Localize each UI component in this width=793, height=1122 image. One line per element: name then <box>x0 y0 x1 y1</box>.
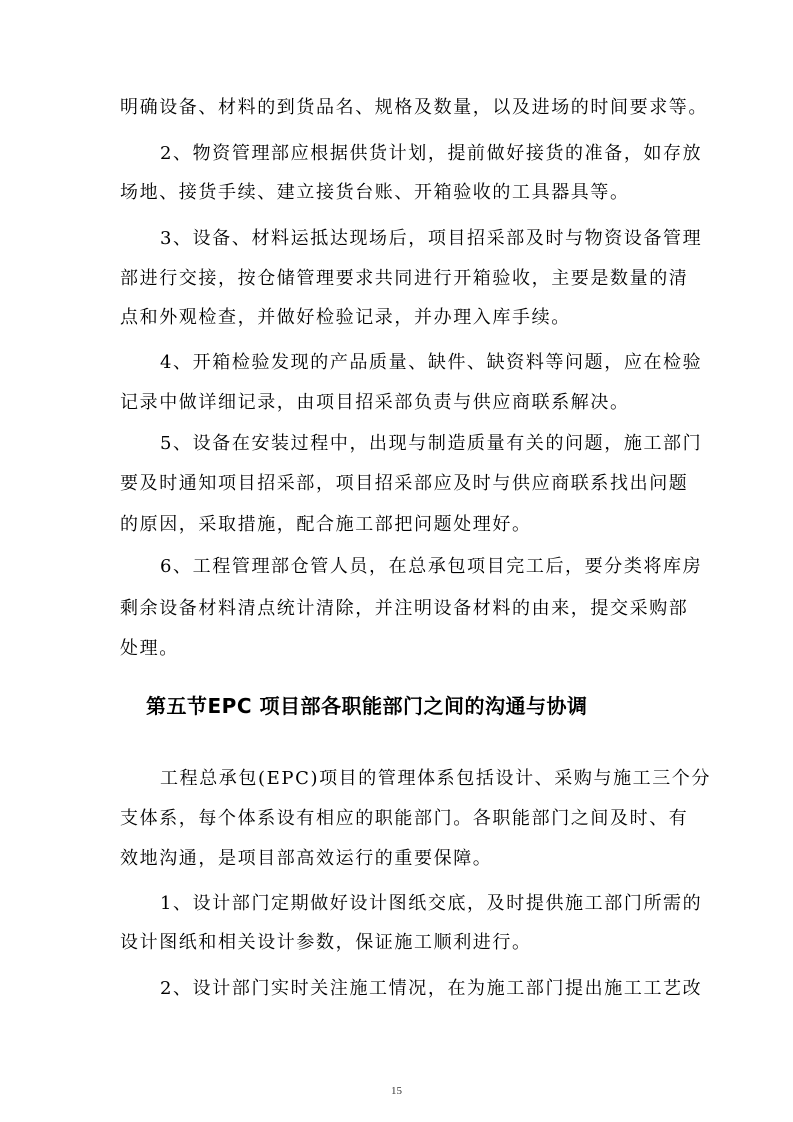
text-line-6: 点和外观检查，并做好检验记录，并办理入库手续。 <box>120 307 571 328</box>
text-line-14: 处理。 <box>120 638 179 659</box>
text-line-11: 的原因，采取措施，配合施工部把问题处理好。 <box>120 514 532 535</box>
text-line-9: 5、设备在安装过程中，出现与制造质量有关的问题，施工部门 <box>160 433 703 454</box>
text-line-4: 3、设备、材料运抵达现场后，项目招采部及时与物资设备管理 <box>160 228 703 249</box>
section-line-5: 设计图纸和相关设计参数，保证施工顺利进行。 <box>120 932 532 953</box>
text-line-1: 明确设备、材料的到货品名、规格及数量，以及进场的时间要求等。 <box>120 97 708 118</box>
page-number: 15 <box>391 1085 402 1097</box>
text-line-10: 要及时通知项目招采部，项目招采部应及时与供应商联系找出问题 <box>120 473 689 494</box>
section-line-3: 效地沟通，是项目部高效运行的重要保障。 <box>120 848 493 869</box>
section-heading: 第五节EPC 项目部各职能部门之间的沟通与协调 <box>146 694 588 718</box>
text-line-13: 剩余设备材料清点统计清除，并注明设备材料的由来，提交采购部 <box>120 598 689 619</box>
text-line-12: 6、工程管理部仓管人员，在总承包项目完工后，要分类将库房 <box>160 556 703 577</box>
section-line-4: 1、设计部门定期做好设计图纸交底，及时提供施工部门所需的 <box>160 893 703 914</box>
section-line-6: 2、设计部门实时关注施工情况，在为施工部门提出施工工艺改 <box>160 978 703 999</box>
section-line-1: 工程总承包(EPC)项目的管理体系包括设计、采购与施工三个分 <box>160 768 712 789</box>
section-line-2: 支体系，每个体系设有相应的职能部门。各职能部门之间及时、有 <box>120 808 689 829</box>
text-line-5: 部进行交接，按仓储管理要求共同进行开箱验收，主要是数量的清 <box>120 268 689 289</box>
text-line-8: 记录中做详细记录，由项目招采部负责与供应商联系解决。 <box>120 392 630 413</box>
text-line-7: 4、开箱检验发现的产品质量、缺件、缺资料等问题，应在检验 <box>160 352 703 373</box>
text-line-2: 2、物资管理部应根据供货计划，提前做好接货的准备，如存放 <box>160 143 703 164</box>
text-line-3: 场地、接货手续、建立接货台账、开箱验收的工具器具等。 <box>120 182 630 203</box>
